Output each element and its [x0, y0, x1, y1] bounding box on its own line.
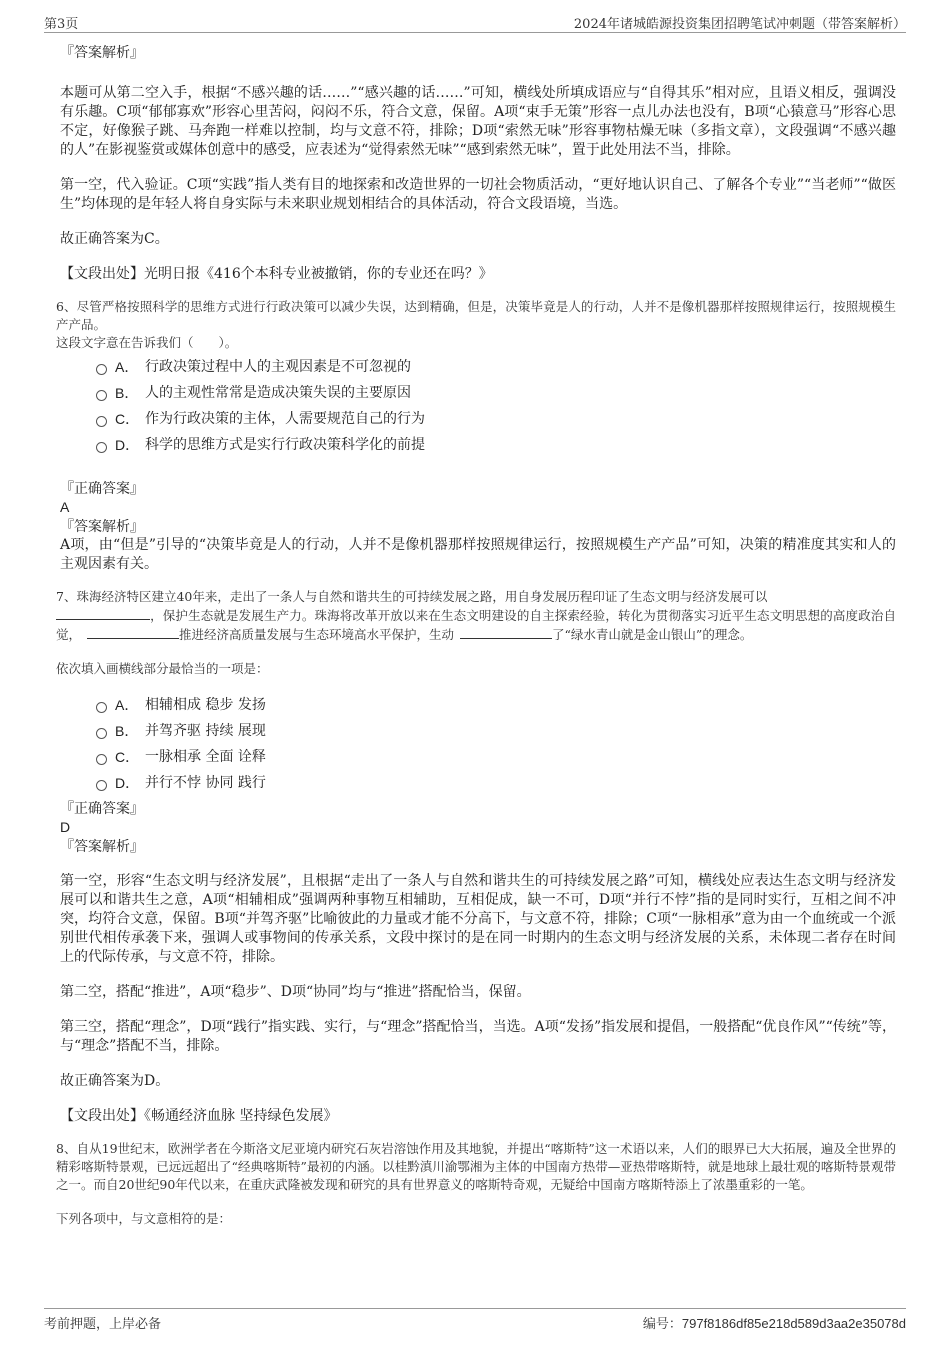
q6-prompt: 这段文字意在告诉我们（ ）。 — [56, 335, 238, 350]
q8-prompt: 下列各项中，与文意相符的是： — [56, 1211, 232, 1226]
radio-icon[interactable] — [96, 754, 107, 765]
fill-blank-3 — [460, 625, 552, 639]
fill-blank-2 — [87, 625, 179, 639]
q7-stem: 7、珠海经济特区建立40年来，走出了一条人与自然和谐共生的可持续发展之路，用自身发展历程印证了生态文明与经济发展可以 ，保护生态就是发展生产力。珠海将改革开放以来在生态文明建设的自主探索经验，转化为贯彻落实习近平生态文明思想的高度政治自觉， 推进经济高质量发展与生态环境高水平保护，生动 了“绿水青山就是金山银山”的理念。 — [56, 589, 896, 642]
q6-analysis-label: 『答案解析』 — [60, 519, 144, 535]
q5-source: 【文段出处】光明日报《416个本科专业被撤销，你的专业还在吗？》 — [60, 266, 493, 282]
radio-icon[interactable] — [96, 442, 107, 453]
q5-analysis-label: 『答案解析』 — [60, 45, 144, 61]
q7-answer: D — [60, 819, 71, 835]
document-id: 编号：797f8186df85e218d589d3aa2e35078d — [642, 1316, 906, 1332]
q7-analysis-para2: 第二空，搭配“推进”，A项“稳步”、D项“协同”均与“推进”搭配恰当，保留。 — [60, 984, 531, 1000]
q7-correct-label: 『正确答案』 — [60, 801, 144, 817]
q6-correct-label: 『正确答案』 — [60, 481, 144, 497]
fill-blank-1 — [56, 606, 150, 620]
q7-option-c[interactable]: C． 一脉相承 全面 诠释 — [96, 744, 896, 770]
page-number: 第3页 — [44, 17, 79, 32]
q7-options — [96, 692, 896, 796]
document-body — [56, 38, 896, 1228]
radio-icon[interactable] — [96, 390, 107, 401]
q5-analysis-para2: 第一空，代入验证。C项“实践”指人类有目的地探索和改造世界的一切社会物质活动，“更好地认识自己、了解各个专业”“当老师”“做医生”均体现的是年轻人将自身实际与未来职业规划相结合的具体活动，符合文段语境，当选。 — [60, 177, 896, 212]
radio-icon[interactable] — [96, 364, 107, 375]
q7-analysis-para1: 第一空，形容“生态文明与经济发展”，且根据“走出了一条人与自然和谐共生的可持续发展之路”可知，横线处应表达生态文明与经济发展可以和谐共生之意，A项“相辅相成”强调两种事物互相辅助，互相促成，缺一不可，D项“并行不悖”指的是同时实行，互相之间不冲突，均符合文意，保留。B项“并驾齐驱”比喻彼此的力量或才能不分高下，与文意不符，排除；C项“一脉相承”意为由一个血统或一个派别世代相传承袭下来，强调人或事物间的传承关系，文段中探讨的是在同一时期内的生态文明与经济发展的关系，未体现二者存在时间上的代际传承，与文意不符，排除。 — [60, 873, 896, 965]
radio-icon[interactable] — [96, 416, 107, 427]
page-footer — [44, 1308, 906, 1332]
q7-analysis-para3: 第三空，搭配“理念”，D项“践行”指实践、实行，与“理念”搭配恰当，当选。A项“发扬”指发展和提倡，一般搭配“优良作风”“传统”等，与“理念”搭配不当，排除。 — [60, 1019, 896, 1054]
q7-analysis-label: 『答案解析』 — [60, 839, 144, 855]
footer-slogan: 考前押题，上岸必备 — [44, 1317, 162, 1332]
q6-stem: 6、尽管严格按照科学的思维方式进行行政决策可以减少失误，达到精确，但是，决策毕竟是人的行动，人并不是像机器那样按照规律运行，按照规模生产产品。 — [56, 299, 896, 332]
page-header — [44, 10, 906, 33]
document-title: 2024年诸城皓源投资集团招聘笔试冲刺题（带答案解析） — [573, 17, 906, 32]
q7-prompt: 依次填入画横线部分最恰当的一项是： — [56, 661, 269, 676]
q7-conclusion: 故正确答案为D。 — [60, 1073, 170, 1089]
q7-option-d[interactable]: D． 并行不悖 协同 践行 — [96, 770, 896, 796]
q6-analysis: A项，由“但是”引导的“决策毕竟是人的行动，人并不是像机器那样按照规律运行，按照规模生产产品”可知，决策的精准度其实和人的主观因素有关。 — [60, 537, 896, 572]
radio-icon[interactable] — [96, 702, 107, 713]
q5-conclusion: 故正确答案为C。 — [60, 231, 169, 247]
radio-icon[interactable] — [96, 780, 107, 791]
q7-source: 【文段出处】《畅通经济血脉 坚持绿色发展》 — [60, 1108, 338, 1124]
q6-option-c[interactable]: C． 作为行政决策的主体，人需要规范自己的行为 — [96, 406, 896, 432]
q5-analysis-para1: 本题可从第二空入手，根据“不感兴趣的话……”“感兴趣的话……”可知，横线处所填成语应与“自得其乐”相对应，且语义相反，强调没有乐趣。C项“郁郁寡欢”形容心里苦闷，闷闷不乐，符合文意，保留。A项“束手无策”形容一点儿办法也没有，B项“心猿意马”形容心思不定，好像猴子跳、马奔跑一样难以控制，均与文意不符，排除；D项“索然无味”形容事物枯燥无味（多指文章），文段强调“不感兴趣的人”在影视鉴赏或媒体创意中的感受，应表述为“觉得索然无味”“感到索然无味”，置于此处用法不当，排除。 — [60, 85, 896, 158]
q8-stem: 8、自从19世纪末，欧洲学者在今斯洛文尼亚境内研究石灰岩溶蚀作用及其地貌，并提出“喀斯特”这一术语以来，人们的眼界已大大拓展，遍及全世界的精彩喀斯特景观，已远远超出了“经典喀斯特”最初的内涵。以桂黔滇川渝鄂湘为主体的中国南方热带—亚热带喀斯特，就是地球上最壮观的喀斯特景观带之一。而自20世纪90年代以来，在重庆武隆被发现和研究的具有世界意义的喀斯特奇观，无疑给中国南方喀斯特添上了浓墨重彩的一笔。 — [56, 1141, 896, 1192]
q6-option-d[interactable]: D． 科学的思维方式是实行行政决策科学化的前提 — [96, 432, 896, 458]
q7-option-a[interactable]: A． 相辅相成 稳步 发扬 — [96, 692, 896, 718]
q6-options — [96, 354, 896, 458]
q6-answer: A — [60, 499, 70, 515]
q6-option-a[interactable]: A． 行政决策过程中人的主观因素是不可忽视的 — [96, 354, 896, 380]
q6-option-b[interactable]: B． 人的主观性常常是造成决策失误的主要原因 — [96, 380, 896, 406]
q7-option-b[interactable]: B． 并驾齐驱 持续 展现 — [96, 718, 896, 744]
radio-icon[interactable] — [96, 728, 107, 739]
